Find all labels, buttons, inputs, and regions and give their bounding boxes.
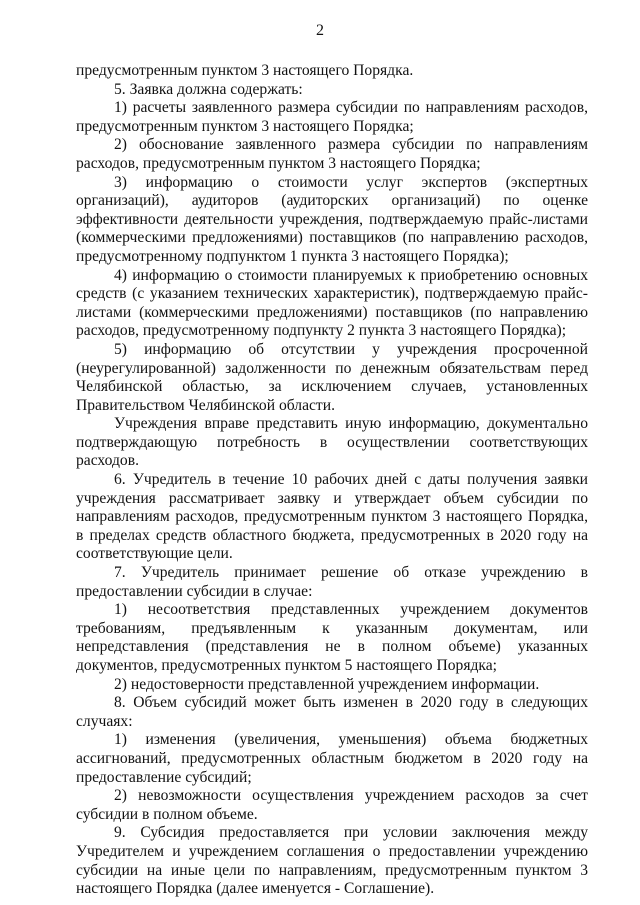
- paragraph-item-7: 7. Учредитель принимает решение об отказе учреждению в предоставлении субсидии в случае:: [76, 564, 588, 600]
- paragraph-item-5-5: 5) информацию об отсутствии у учреждения просроченной (неурегулированной) задолженности по денежным обязательствам перед Челябинской областью, за исключением случаев, установленных Правительством Челябинской области.: [76, 340, 588, 414]
- paragraph-continuation: предусмотренным пунктом 3 настоящего Порядка.: [76, 62, 414, 79]
- paragraph-item-5-2: 2) обоснование заявленного размера субсидии по направлениям расходов, предусмотренным пунктом 3 настоящего Порядка;: [76, 136, 588, 172]
- paragraph-item-8-2: 2) невозможности осуществления учреждением расходов за счет субсидии в полном объеме.: [76, 787, 588, 823]
- paragraph-item-7-2: 2) недостоверности представленной учреждением информации.: [114, 675, 540, 693]
- paragraph-item-8-1: 1) изменения (увеличения, уменьшения) объема бюджетных ассигнований, предусмотренных областным бюджетом в 2020 году на предоставление субсидий;: [76, 731, 588, 786]
- paragraph-item-9: 9. Субсидия предоставляется при условии заключения между Учредителем и учреждением соглашения о предоставлении учреждению субсидии на иные цели по направлениям, предусмотренным пунктом 3 настоящего Порядка (далее именуется - Соглашение).: [76, 824, 588, 898]
- paragraph-item-8: 8. Объем субсидий может быть изменен в 2020 году в следующих случаях:: [76, 694, 588, 730]
- paragraph-additional-info: Учреждения вправе представить иную информацию, документально подтверждающую потребность в осуществлении соответствующих расходов.: [76, 415, 588, 470]
- paragraph-item-7-1: 1) несоответствия представленных учреждением документов требованиям, предъявленным к указанным документам, или непредставления (представления не в полном объеме) указанных документов, предусмотренных пунктом 5 настоящего Порядка;: [76, 601, 588, 674]
- paragraph-item-5: 5. Заявка должна содержать:: [114, 80, 303, 98]
- document-body: [76, 62, 588, 899]
- paragraph-item-6: 6. Учредитель в течение 10 рабочих дней с даты получения заявки учреждения рассматривает заявку и утверждает объем субсидии по направлениям расходов, предусмотренным пунктом 3 настоящего Порядка, в пределах средств областного бюджета, предусмотренных в 2020 году на соответствующие цели.: [76, 471, 588, 563]
- paragraph-item-5-1: 1) расчеты заявленного размера субсидии по направлениям расходов, предусмотренным пунктом 3 настоящего Порядка;: [76, 99, 588, 135]
- paragraph-item-5-3: 3) информацию о стоимости услуг экспертов (экспертных организаций), аудиторов (аудиторских организаций) по оценке эффективности деятельности учреждения, подтверждаемую прайс-листами (коммерческими предложениями) поставщиков (по направлению расходов, предусмотренному подпунктом 1 пункта 3 настоящего Порядка);: [76, 173, 588, 265]
- paragraph-item-5-4: 4) информацию о стоимости планируемых к приобретению основных средств (с указанием технических характеристик), подтверждаемую прайс-листами (коммерческими предложениями) поставщиков (по направлению расходов, предусмотренному подпункту 2 пункта 3 настоящего Порядка);: [76, 266, 588, 340]
- page-number: 2: [316, 22, 324, 39]
